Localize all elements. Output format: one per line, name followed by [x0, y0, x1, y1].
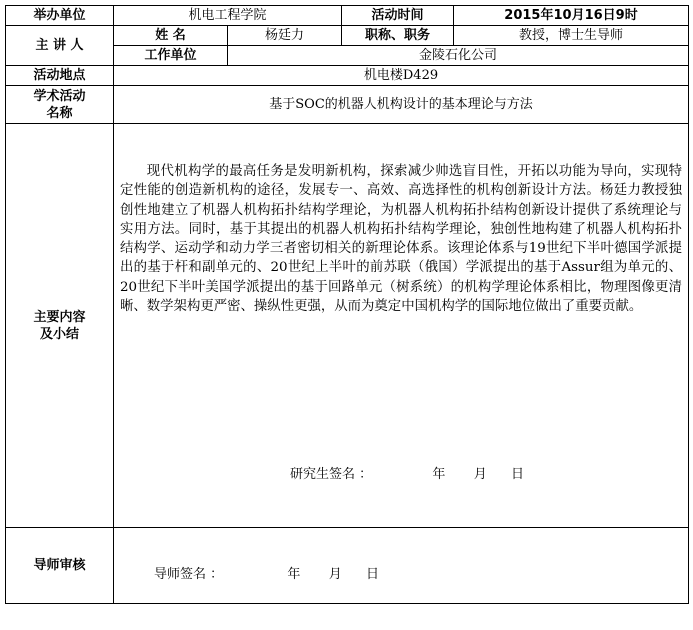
place-label: 活动地点 — [6, 66, 114, 86]
host-label: 举办单位 — [6, 6, 114, 26]
org-value: 金陵石化公司 — [228, 46, 689, 66]
student-date-day: 日 — [511, 467, 525, 482]
advisor-date-day: 日 — [366, 567, 380, 582]
summary-text: 现代机构学的最高任务是发明新机构，探索减少帅选盲目性，开拓以功能为导向，实现特定性能的创造新机构的途径，发展专一、高效、高选择性的机构创新设计方法。杨廷力教授独创性地建立了机器人机构拓扑结构学理论，为机器人机构拓扑结构创新设计提供了系统理论与实用方法。同时，基于其提出的机器人机构拓扑结构学理论，独创性地构建了机器人机构拓扑结构学、运动学和动力学三者密切相关的新理论体系。该理论体系与19世纪下半叶德国学派提出的基于杆和副单元的、20世纪上半叶的前苏联（俄国）学派提出的基于Assur组为单元的、20世纪下半叶美国学派提出的基于回路单元（树系统）的机构学理论体系相比，物理图像更清晰、数学架构更严密、操纵性更强，从而为奠定中国机构学的国际地位做出了重要贡献。 — [120, 164, 683, 315]
org-label: 工作单位 — [114, 46, 228, 66]
advisor-date-month: 月 — [328, 567, 342, 582]
student-sign-label: 研究生签名 ： — [290, 467, 373, 482]
host-value: 机电工程学院 — [114, 6, 342, 26]
topic-value: 基于SOC的机器人机构设计的基本理论与方法 — [114, 86, 689, 124]
name-value: 杨廷力 — [228, 26, 342, 46]
topic-label: 学术活动名称 — [6, 86, 114, 124]
title-value: 教授，博士生导师 — [454, 26, 689, 46]
time-label: 活动时间 — [342, 6, 454, 26]
name-label: 姓 名 — [114, 26, 228, 46]
place-value: 机电楼D429 — [114, 66, 689, 86]
student-signature-line — [290, 466, 524, 483]
summary-cell — [114, 124, 689, 528]
summary-label: 主要内容及小结 — [6, 124, 114, 528]
student-date-month: 月 — [473, 467, 487, 482]
advisor-signature-line — [154, 566, 379, 583]
title-label: 职称、职务 — [342, 26, 454, 46]
advisor-date-year: 年 — [287, 567, 301, 582]
advisor-label: 导师审核 — [6, 528, 114, 604]
activity-record-form — [5, 5, 689, 604]
time-value: 2015年10月16日9时 — [454, 6, 689, 26]
advisor-cell — [114, 528, 689, 604]
student-date-year: 年 — [432, 467, 446, 482]
speaker-label: 主 讲 人 — [6, 26, 114, 66]
advisor-sign-label: 导师签名 ： — [154, 567, 224, 582]
